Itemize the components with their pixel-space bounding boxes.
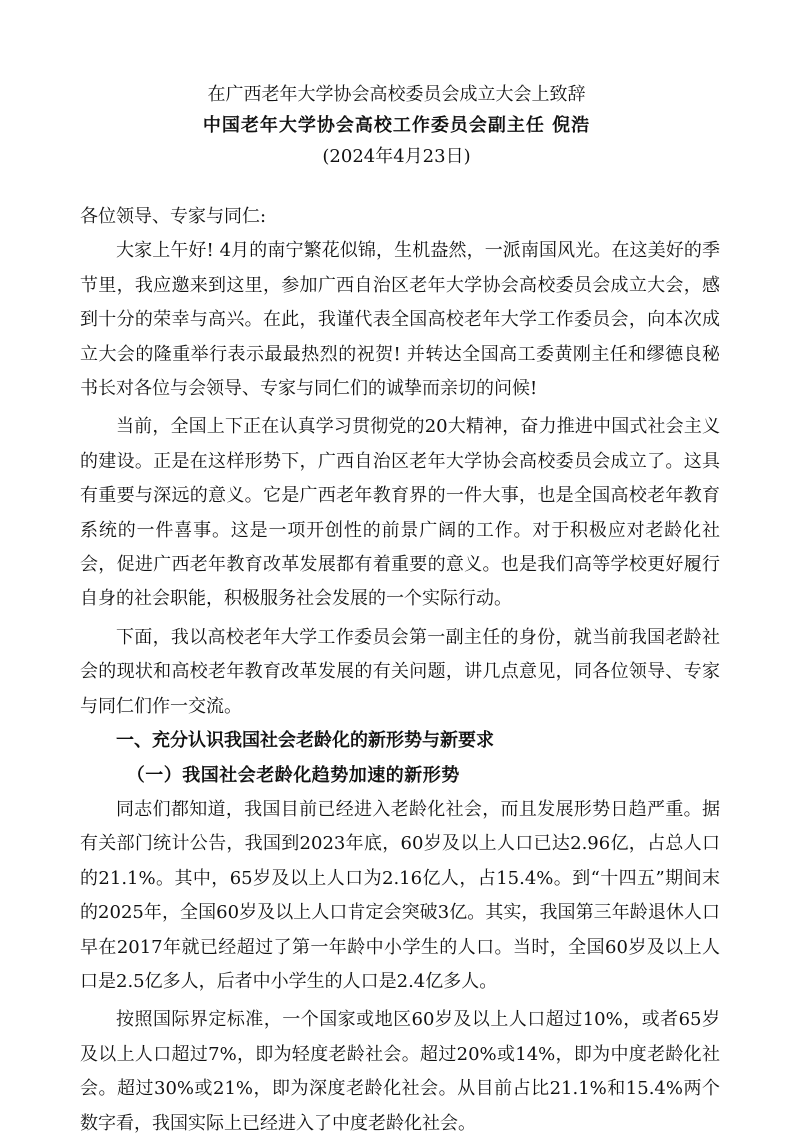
section-heading: 一、充分认识我国社会老龄化的新形势与新要求 [116,730,494,752]
salutation: 各位领导、专家与同仁: [80,206,267,227]
paragraph-standards: 按照国际界定标准，一个国家或地区60岁及以上人口超过10%，或者65岁及以上人口超过7%，即为轻度老龄社会。超过20%或14%，即为中度老龄化社会。超过30%或21%，即为深度老龄化社会。从目前占比21.1%和15.4%两个数字看，我国实际上已经进入了中度老龄化社会。 [80,1009,720,1134]
speaker-line: 中国老年大学协会高校工作委员会副主任 倪浩 [202,115,591,136]
paragraph-opening: 大家上午好! 4月的南宁繁花似锦，生机盎然，一派南国风光。在这美好的季节里，我应邀来到这里，参加广西自治区老年大学协会高校委员会成立大会，感到十分的荣幸与高兴。在此，我谨代表全国高校老年大学工作委员会，向本次成立大会的隆重举行表示最最热烈的祝贺! 并转达全国高工委黄刚主任和缪德良秘书长对各位与会领导、专家与同仁们的诚挚而亲切的问候! [80,240,720,400]
paragraph-context: 当前，全国上下正在认真学习贯彻党的20大精神，奋力推进中国式社会主义的建设。正是在这样形势下，广西自治区老年大学协会高校委员会成立了。这具有重要与深远的意义。它是广西老年教育界的一件大事，也是全国高校老年教育系统的一件喜事。这是一项开创性的前景广阔的工作。对于积极应对老龄化社会，促进广西老年教育改革发展都有着重要的意义。也是我们高等学校更好履行自身的社会职能，积极服务社会发展的一个实际行动。 [80,416,720,610]
paragraph-statistics: 同志们都知道，我国目前已经进入老龄化社会，而且发展形势日趋严重。据有关部门统计公告，我国到2023年底，60岁及以上人口已达2.96亿，占总人口的21.1%。其中，65岁及以上人口为2.16亿人，占15.4%。到“十四五”期间末的2025年，全国60岁及以上人口肯定会突破3亿。其实，我国第三年龄退休人口早在2017年就已经超过了第一年龄中小学生的人口。当时，全国60岁及以上人口是2.5亿多人，后者中小学生的人口是2.4亿多人。 [80,798,720,992]
subsection-heading: （一）我国社会老龄化趋势加速的新形势 [126,764,460,786]
speech-date: (2024年4月23日) [322,146,471,167]
paragraph-intro: 下面，我以高校老年大学工作委员会第一副主任的身份，就当前我国老龄社会的现状和高校老年教育改革发展的有关问题，讲几点意见，同各位领导、专家与同仁们作一交流。 [80,626,720,717]
document-title: 在广西老年大学协会高校委员会成立大会上致辞 [207,84,586,105]
speech-body [80,200,720,1141]
